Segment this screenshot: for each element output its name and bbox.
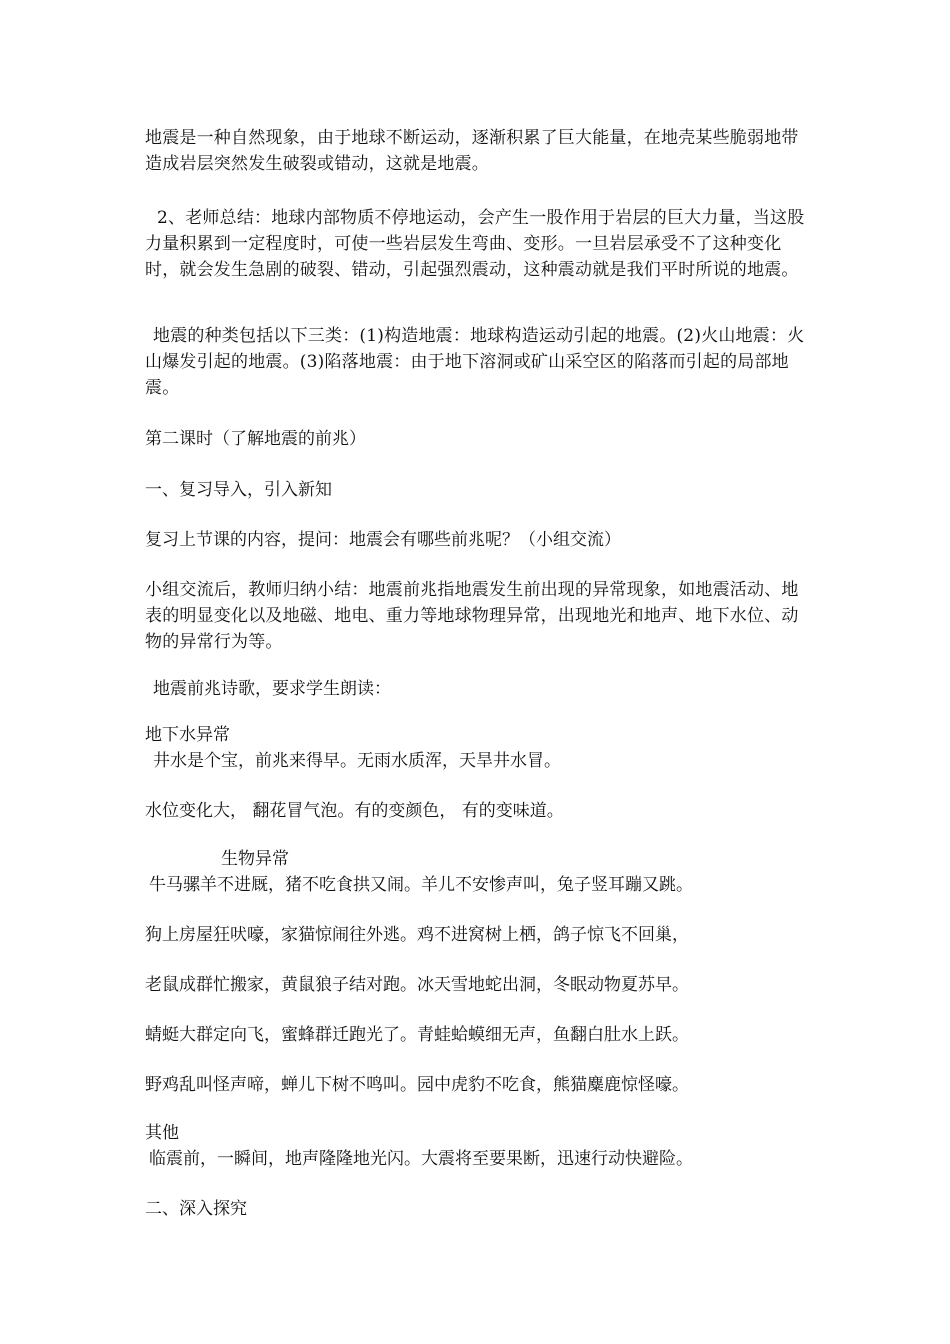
poem-line: 临震前，一瞬间，地声隆隆地光闪。大震将至要果断，迅速行动快避险。 [149,1149,693,1169]
poem-heading-other: 其他 [145,1123,179,1143]
paragraph-review-question: 复习上节课的内容，提问：地震会有哪些前兆呢？（小组交流） [145,530,621,550]
poem-line: 水位变化大， 翻花冒气泡。有的变颜色， 有的变味道。 [145,801,564,821]
poem-line: 老鼠成群忙搬家，黄鼠狼子结对跑。冰天雪地蛇出洞，冬眠动物夏苏早。 [145,975,689,995]
poem-line: 井水是个宝，前兆来得早。无雨水质浑，天旱井水冒。 [153,751,561,771]
section-heading-review: 一、复习导入，引入新知 [145,480,332,500]
poem-line: 野鸡乱叫怪声啼，蝉儿下树不鸣叫。园中虎豹不吃食，熊猫麋鹿惊怪嚎。 [145,1075,689,1095]
section-heading-deep-inquiry: 二、深入探究 [145,1199,247,1219]
paragraph-earthquake-definition: 地震是一种自然现象，由于地球不断运动，逐渐积累了巨大能量，在地壳某些脆弱地带造成岩层突然发生破裂或错动，这就是地震。 [145,128,799,174]
paragraph-precursor-summary: 小组交流后，教师归纳小结：地震前兆指地震发生前出现的异常现象，如地震活动、地表的明显变化以及地磁、地电、重力等地球物理异常，出现地光和地声、地下水位、动物的异常行为等。 [145,580,799,652]
paragraph-poem-intro: 地震前兆诗歌，要求学生朗读： [153,679,391,699]
paragraph-earthquake-types: 地震的种类包括以下三类：(1)构造地震：地球构造运动引起的地震。(2)火山地震：火山爆发引起的地震。(3)陷落地震：由于地下溶洞或矿山采空区的陷落而引起的局部地震。 [145,326,805,398]
poem-line: 蜻蜓大群定向飞，蜜蜂群迁跑光了。青蛙蛤蟆细无声，鱼翻白肚水上跃。 [145,1025,689,1045]
poem-heading-animals: 生物异常 [221,849,289,869]
poem-line: 狗上房屋狂吠嚎，家猫惊闹往外逃。鸡不进窝树上栖，鸽子惊飞不回巢， [145,925,689,945]
paragraph-teacher-summary: 2、老师总结：地球内部物质不停地运动，会产生一股作用于岩层的巨大力量，当这股力量积累到一定程度时，可使一些岩层发生弯曲、变形。一旦岩层承受不了这种变化时，就会发生急剧的破裂、错动，引起强烈震动，这种震动就是我们平时所说的地震。 [145,208,805,280]
section-heading-second-lesson: 第二课时（了解地震的前兆） [145,429,366,449]
poem-heading-groundwater: 地下水异常 [145,725,230,745]
poem-line: 牛马骡羊不进厩，猪不吃食拱又闹。羊儿不安惨声叫，兔子竖耳蹦又跳。 [149,875,693,895]
